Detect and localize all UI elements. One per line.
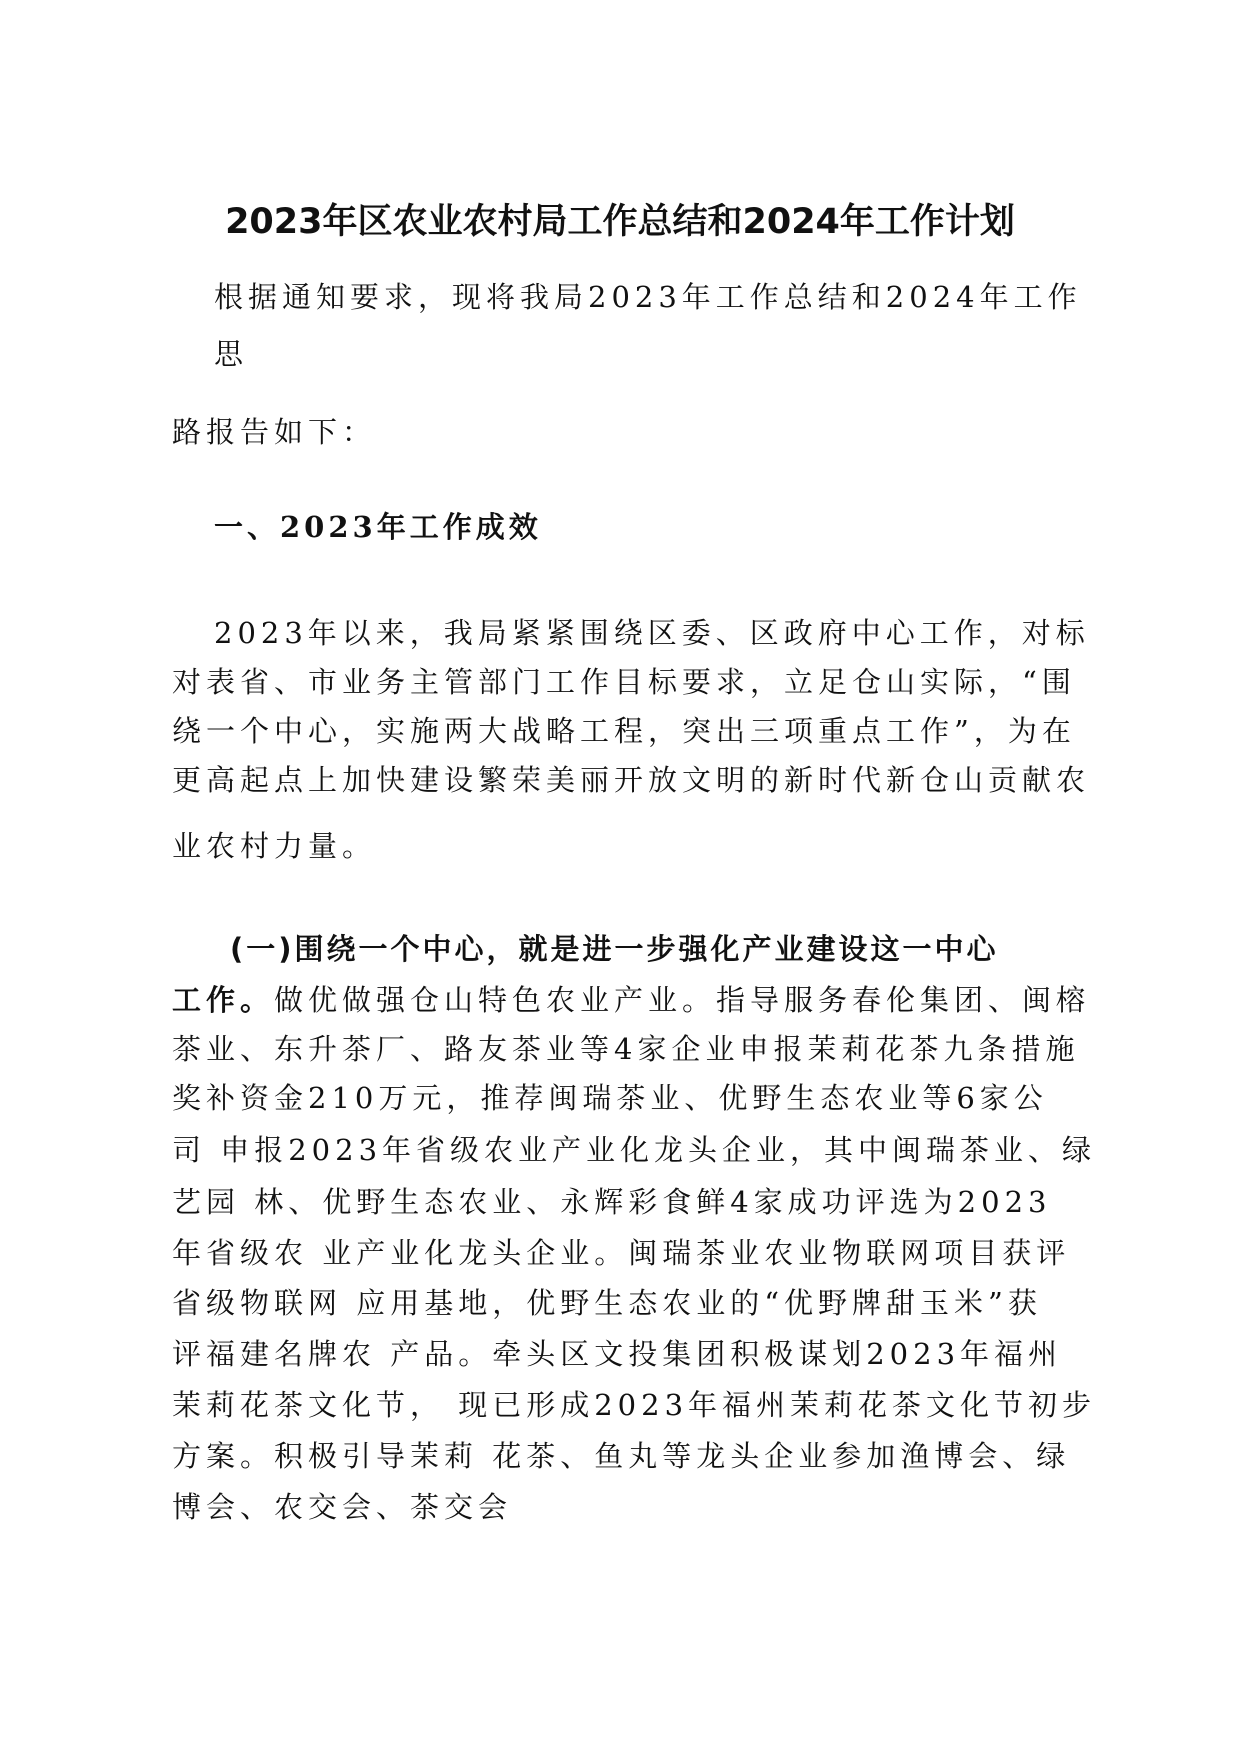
subsection-line-12: 博会、农交会、茶交会: [172, 1490, 513, 1524]
document-title: 2023年区农业农村局工作总结和2024年工作计划: [225, 202, 1015, 242]
subsection-line-5: 司 申报2023年省级农业产业化龙头企业，其中闽瑞茶业、绿: [172, 1133, 1097, 1167]
paragraph-line-4: 更高起点上加快建设繁荣美丽开放文明的新时代新仓山贡献农: [172, 763, 1091, 797]
intro-line-1: 根据通知要求，现将我局2023年工作总结和2024年工作: [214, 280, 1082, 314]
subsection-line-3: 茶业、东升茶厂、路友茶业等4家企业申报茉莉花茶九条措施: [172, 1032, 1080, 1066]
subsection-line-8: 省级物联网 应用基地，优野生态农业的“优野牌甜玉米”获: [172, 1286, 1042, 1320]
subsection-line-9: 评福建名牌农 产品。牵头区文投集团积极谋划2023年福州: [172, 1337, 1063, 1371]
paragraph-line-2: 对表省、市业务主管部门工作目标要求，立足仓山实际，“围: [172, 665, 1076, 699]
subsection-line-7: 年省级农 业产业化龙头企业。闽瑞茶业农业物联网项目获评: [172, 1236, 1071, 1270]
subsection-heading-line-1: (一)围绕一个中心，就是进一步强化产业建设这一中心: [230, 932, 999, 966]
paragraph-line-5: 业农村力量。: [172, 829, 377, 863]
paragraph-line-1: 2023年以来，我局紧紧围绕区委、区政府中心工作，对标: [214, 616, 1090, 650]
subsection-heading-line-2: 工作。: [172, 983, 275, 1017]
subsection-line-2-rest: 做优做强仓山特色农业产业。指导服务春伦集团、闽榕: [274, 983, 1091, 1017]
intro-line-3: 路报告如下：: [172, 415, 377, 449]
subsection-line-4: 奖补资金210万元，推荐闽瑞茶业、优野生态农业等6家公: [172, 1081, 1048, 1115]
paragraph-line-3: 绕一个中心，实施两大战略工程，突出三项重点工作”，为在: [172, 714, 1076, 748]
subsection-line-6: 艺园 林、优野生态农业、永辉彩食鲜4家成功评选为2023: [172, 1185, 1052, 1219]
intro-line-2: 思: [214, 337, 249, 371]
subsection-line-11: 方案。积极引导茉莉 花茶、鱼丸等龙头企业参加渔博会、绿: [172, 1439, 1071, 1473]
section-heading-1: 一、2023年工作成效: [214, 510, 542, 544]
subsection-line-2: [172, 980, 1090, 1020]
subsection-line-10: 茉莉花茶文化节， 现已形成2023年福州茉莉花茶文化节初步: [172, 1388, 1097, 1422]
